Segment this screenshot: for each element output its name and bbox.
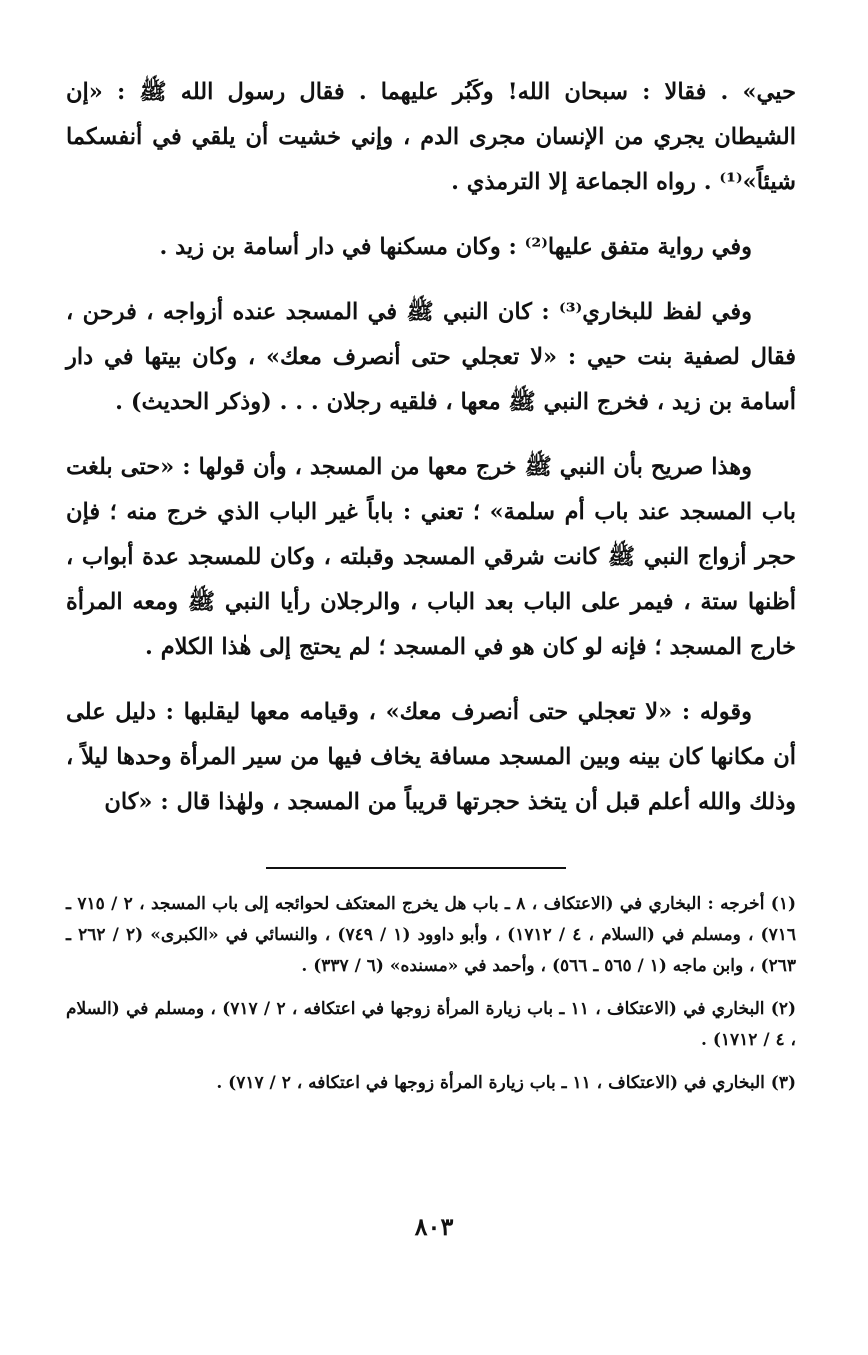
footnote-separator-wrap xyxy=(66,845,796,889)
footnote-separator xyxy=(266,867,566,869)
paragraph-4: وهذا صريح بأن النبي ﷺ خرج معها من المسجد ، وأن قولها : «حتى بلغت باب المسجد عند باب أم سلمة» ؛ تعني : باباً غير الباب الذي خرج منه ؛ فإن حجر أزواج النبي ﷺ كانت شرقي المسجد وقبلته ، وكان للمسجد عدة أبواب ، أظنها ستة ، فيمر على الباب بعد الباب ، والرجلان رأيا النبي ﷺ ومعه المرأة خارج المسجد ؛ فإنه لو كان هو في المسجد ؛ لم يحتج إلى هٰذا الكلام . xyxy=(66,454,796,660)
footnote-3: (٣) البخاري في (الاعتكاف ، ١١ ـ باب زيارة المرأة زوجها في اعتكافه ، ٢ / ٧١٧) . xyxy=(216,1073,796,1093)
page-body xyxy=(66,70,796,1355)
page-number: ٨٠٣ xyxy=(414,1212,454,1241)
paragraph-3: وفي لفظ للبخاري⁽³⁾ : كان النبي ﷺ في المسجد عنده أزواجه ، فرحن ، فقال لصفية بنت حيي : «لا تعجلي حتى أنصرف معك» ، وكان بيتها في دار أسامة بن زيد ، فخرج النبي ﷺ معها ، فلقيه رجلان . . . (وذكر الحديث) . xyxy=(66,299,796,415)
paragraph-5: وقوله : «لا تعجلي حتى أنصرف معك» ، وقيامه معها ليقلبها : دليل على أن مكانها كان بينه وبين المسجد مسافة يخاف فيها من سير المرأة وحدها ليلاً ، وذلك والله أعلم قبل أن يتخذ حجرتها قريباً من المسجد ، ولهٰذا قال : «كان xyxy=(66,699,796,815)
footnote-2: (٢) البخاري في (الاعتكاف ، ١١ ـ باب زيارة المرأة زوجها في اعتكافه ، ٢ / ٧١٧) ، ومسلم في (السلام ، ٤ / ١٧١٢) . xyxy=(66,999,797,1050)
footnote-1: (١) أخرجه : البخاري في (الاعتكاف ، ٨ ـ باب هل يخرج المعتكف لحوائجه إلى باب المسجد ، ٢ / ٧١٥ ـ ٧١٦) ، ومسلم في (السلام ، ٤ / ١٧١٢) ، وأبو داوود (١ / ٧٤٩) ، والنسائي في «الكبرى» (٢ / ٢٦٢ ـ ٢٦٣) ، وابن ماجه (١ / ٥٦٥ ـ ٥٦٦) ، وأحمد في «مسنده» (٦ / ٣٣٧) . xyxy=(66,894,797,976)
paragraph-1: حيي» . فقالا : سبحان الله! وكَبُر عليهما . فقال رسول الله ﷺ : «إن الشيطان يجري من الإنسان مجرى الدم ، وإني خشيت أن يلقي في أنفسكما شيئاً»⁽¹⁾ . رواه الجماعة إلا الترمذي . xyxy=(66,79,796,195)
paragraph-2: وفي رواية متفق عليها⁽²⁾ : وكان مسكنها في دار أسامة بن زيد . xyxy=(159,234,752,260)
